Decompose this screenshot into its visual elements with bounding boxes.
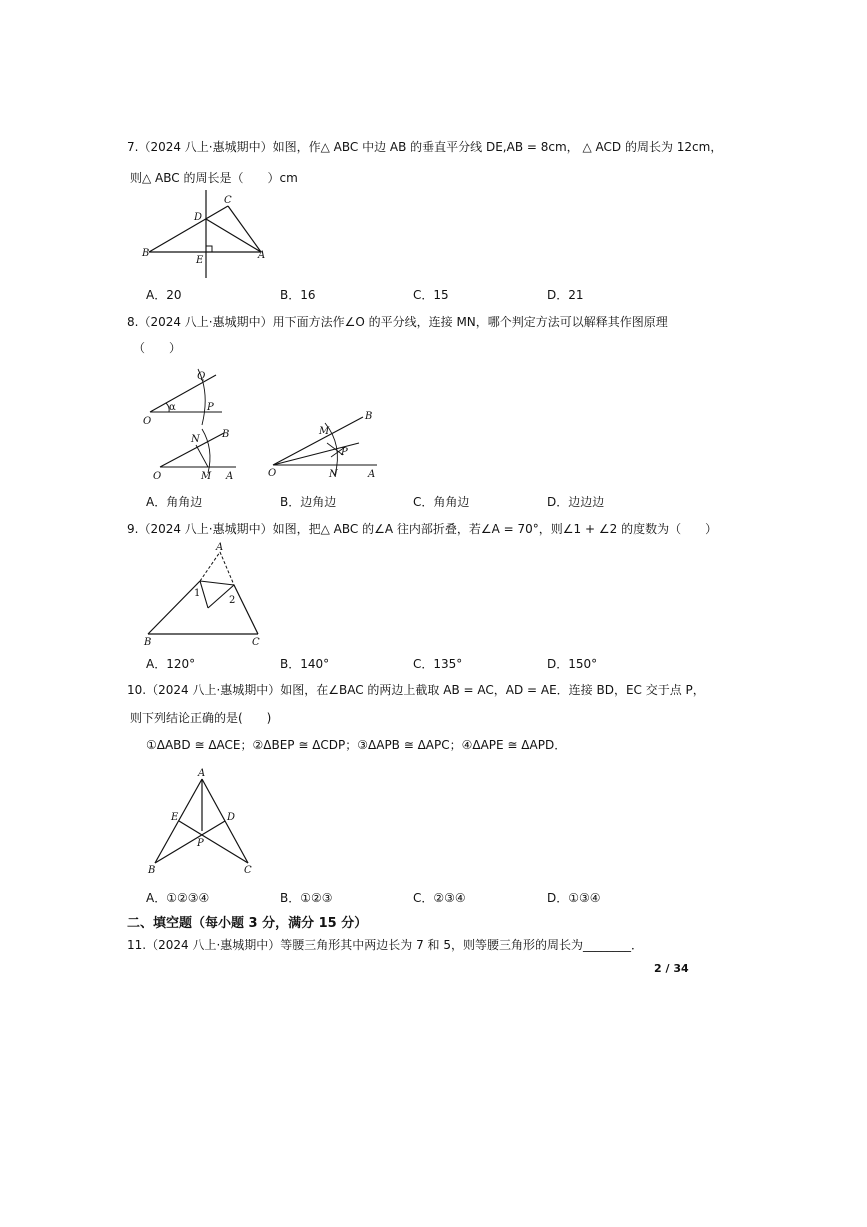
- page-number: 2 / 34: [654, 962, 689, 975]
- question-10-figure: [140, 765, 265, 880]
- question-10-statements: ①ΔABD ≅ ΔACE；②ΔBEP ≅ ΔCDP；③ΔAPB ≅ ΔAPC；④ΔAPE ≅ ΔAPD．: [146, 738, 567, 752]
- q10-option-a: A．①②③④: [146, 891, 210, 905]
- q7-option-d: D．21: [547, 288, 584, 302]
- fig9-label-a: A: [216, 542, 224, 553]
- q9-option-a: A．120°: [146, 657, 196, 671]
- fig7-label-b: B: [142, 248, 150, 259]
- q10-option-d: D．①③④: [547, 891, 601, 905]
- q7-option-c: C．15: [413, 288, 449, 302]
- q10-option-c: C．②③④: [413, 891, 466, 905]
- question-8-text-2: （ ）: [133, 341, 182, 355]
- question-8-figure-3: [265, 405, 390, 483]
- fig10-label-e: E: [171, 812, 179, 823]
- fig7-label-d: D: [194, 212, 203, 223]
- section-2-title: 二、填空题（每小题 3 分，满分 15 分）: [127, 916, 368, 931]
- fig8c-label-m: M: [319, 426, 330, 437]
- question-9-text: 9.（2024 八上·惠城期中）如图，把△ ABC 的∠A 往内部折叠，若∠A = 70°，则∠1 + ∠2 的度数为（ ）: [127, 522, 718, 536]
- fig8c-label-a: A: [368, 469, 376, 480]
- question-7-figure: [140, 190, 280, 285]
- q8-option-d: D．边边边: [547, 495, 605, 509]
- fig8a-label-o: O: [143, 416, 152, 427]
- fig8b-label-n: N: [191, 434, 200, 445]
- q10-option-b: B．①②③: [280, 891, 333, 905]
- fig8b-label-m: M: [201, 471, 212, 482]
- fig10-label-b: B: [148, 865, 156, 876]
- question-8-figure-2: [150, 423, 240, 481]
- fig8c-label-n: N: [329, 469, 338, 480]
- question-7-text-2: 则△ ABC 的周长是（ ）cm: [130, 171, 298, 185]
- fig10-label-c: C: [244, 865, 252, 876]
- fig9-label-1: 1: [194, 588, 201, 599]
- q8-option-c: C．角角边: [413, 495, 470, 509]
- fig9-label-b: B: [144, 637, 152, 648]
- fig8a-label-alpha: α: [169, 402, 176, 413]
- fig7-label-e: E: [196, 255, 204, 266]
- q7-option-b: B．16: [280, 288, 316, 302]
- fig8b-label-b: B: [222, 429, 230, 440]
- question-10-text: 10.（2024 八上·惠城期中）如图，在∠BAC 的两边上截取 AB = AC，AD = AE．连接 BD，EC 交于点 P，: [127, 683, 705, 697]
- fig9-label-c: C: [252, 637, 260, 648]
- question-9-figure: [140, 540, 275, 648]
- fig7-label-c: C: [224, 195, 232, 206]
- question-8-text: 8.（2024 八上·惠城期中）用下面方法作∠O 的平分线，连接 MN，哪个判定方法可以解释其作图原理: [127, 315, 668, 329]
- question-8-figure-1: [140, 365, 230, 427]
- fig7-label-a: A: [258, 250, 266, 261]
- fig10-label-a: A: [198, 768, 206, 779]
- question-7-text: 7.（2024 八上·惠城期中）如图，作△ ABC 中边 AB 的垂直平分线 DE,AB = 8cm， △ ACD 的周长为 12cm，: [127, 140, 723, 154]
- fig10-label-p: P: [197, 838, 204, 849]
- fig8c-label-o: O: [268, 468, 277, 479]
- fig10-label-d: D: [227, 812, 236, 823]
- question-10-text-2: 则下列结论正确的是( ): [130, 711, 272, 725]
- fig8a-label-p: P: [207, 402, 214, 413]
- q8-option-b: B．边角边: [280, 495, 337, 509]
- q7-option-a: A．20: [146, 288, 182, 302]
- fig8c-label-p: P: [341, 447, 348, 458]
- q9-option-d: D．150°: [547, 657, 598, 671]
- question-11-text: 11.（2024 八上·惠城期中）等腰三角形其中两边长为 7 和 5，则等腰三角形的周长为________．: [127, 938, 643, 952]
- fig8a-label-q: Q: [197, 371, 206, 382]
- fig9-label-2: 2: [229, 595, 236, 606]
- fig8b-label-a: A: [226, 471, 234, 482]
- q9-option-c: C．135°: [413, 657, 463, 671]
- q8-option-a: A．角角边: [146, 495, 203, 509]
- q9-option-b: B．140°: [280, 657, 330, 671]
- fig8b-label-o: O: [153, 471, 162, 482]
- fig8c-label-b: B: [365, 411, 373, 422]
